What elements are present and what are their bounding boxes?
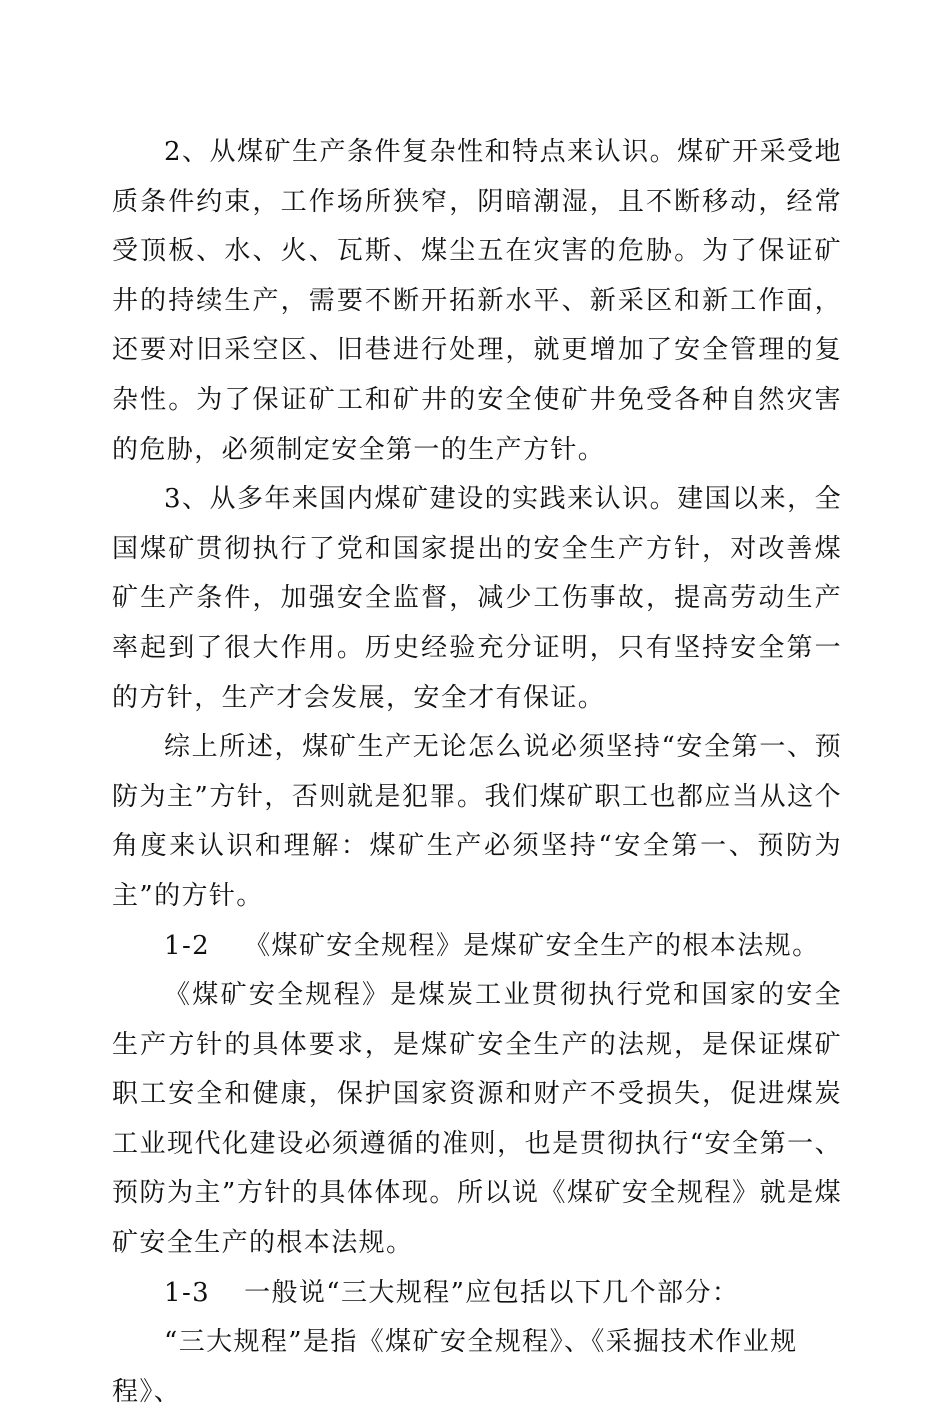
section-number: 1-3 (164, 1277, 211, 1308)
paragraph-point-2: 2、从煤矿生产条件复杂性和特点来认识。煤矿开采受地质条件约束，工作场所狭窄，阴暗潮湿，且不断移动，经常受顶板、水、火、瓦斯、煤尘五在灾害的危胁。为了保证矿井的持续生产，需要不断开拓新水平、新采区和新工作面，还要对旧采空区、旧巷进行处理，就更增加了安全管理的复杂性。为了保证矿工和矿井的安全使矿井免受各种自然灾害的危胁，必须制定安全第一的生产方针。 (112, 137, 842, 465)
section-heading-1-2 (112, 922, 842, 972)
section-body-1-3: “三大规程”是指《煤矿安全规程》、《采掘技术作业规程》、 (112, 1327, 798, 1407)
section-title: 一般说“三大规程”应包括以下几个部分： (244, 1277, 740, 1308)
section-title: 《煤矿安全规程》是煤矿安全生产的根本法规。 (244, 930, 820, 961)
paragraph-summary: 综上所述，煤矿生产无论怎么说必须坚持“安全第一、预防为主”方针，否则就是犯罪。我们煤矿职工也都应当从这个角度来认识和理解：煤矿生产必须坚持“安全第一、预防为主”的方针。 (112, 732, 842, 911)
section-heading-1-3 (112, 1269, 842, 1319)
section-body-1-2: 《煤矿安全规程》是煤炭工业贯彻执行党和国家的安全生产方针的具体要求，是煤矿安全生产的法规，是保证煤矿职工安全和健康，保护国家资源和财产不受损失，促进煤炭工业现代化建设必须遵循的准则，也是贯彻执行“安全第一、预防为主”方针的具体体现。所以说《煤矿安全规程》就是煤矿安全生产的根本法规。 (112, 980, 842, 1259)
paragraph-point-3: 3、从多年来国内煤矿建设的实践来认识。建国以来，全国煤矿贯彻执行了党和国家提出的安全生产方针，对改善煤矿生产条件，加强安全监督，减少工伤事故，提高劳动生产率起到了很大作用。历史经验充分证明，只有坚持安全第一的方针，生产才会发展，安全才有保证。 (112, 484, 842, 713)
document-body (112, 128, 842, 1417)
section-number: 1-2 (164, 930, 211, 961)
